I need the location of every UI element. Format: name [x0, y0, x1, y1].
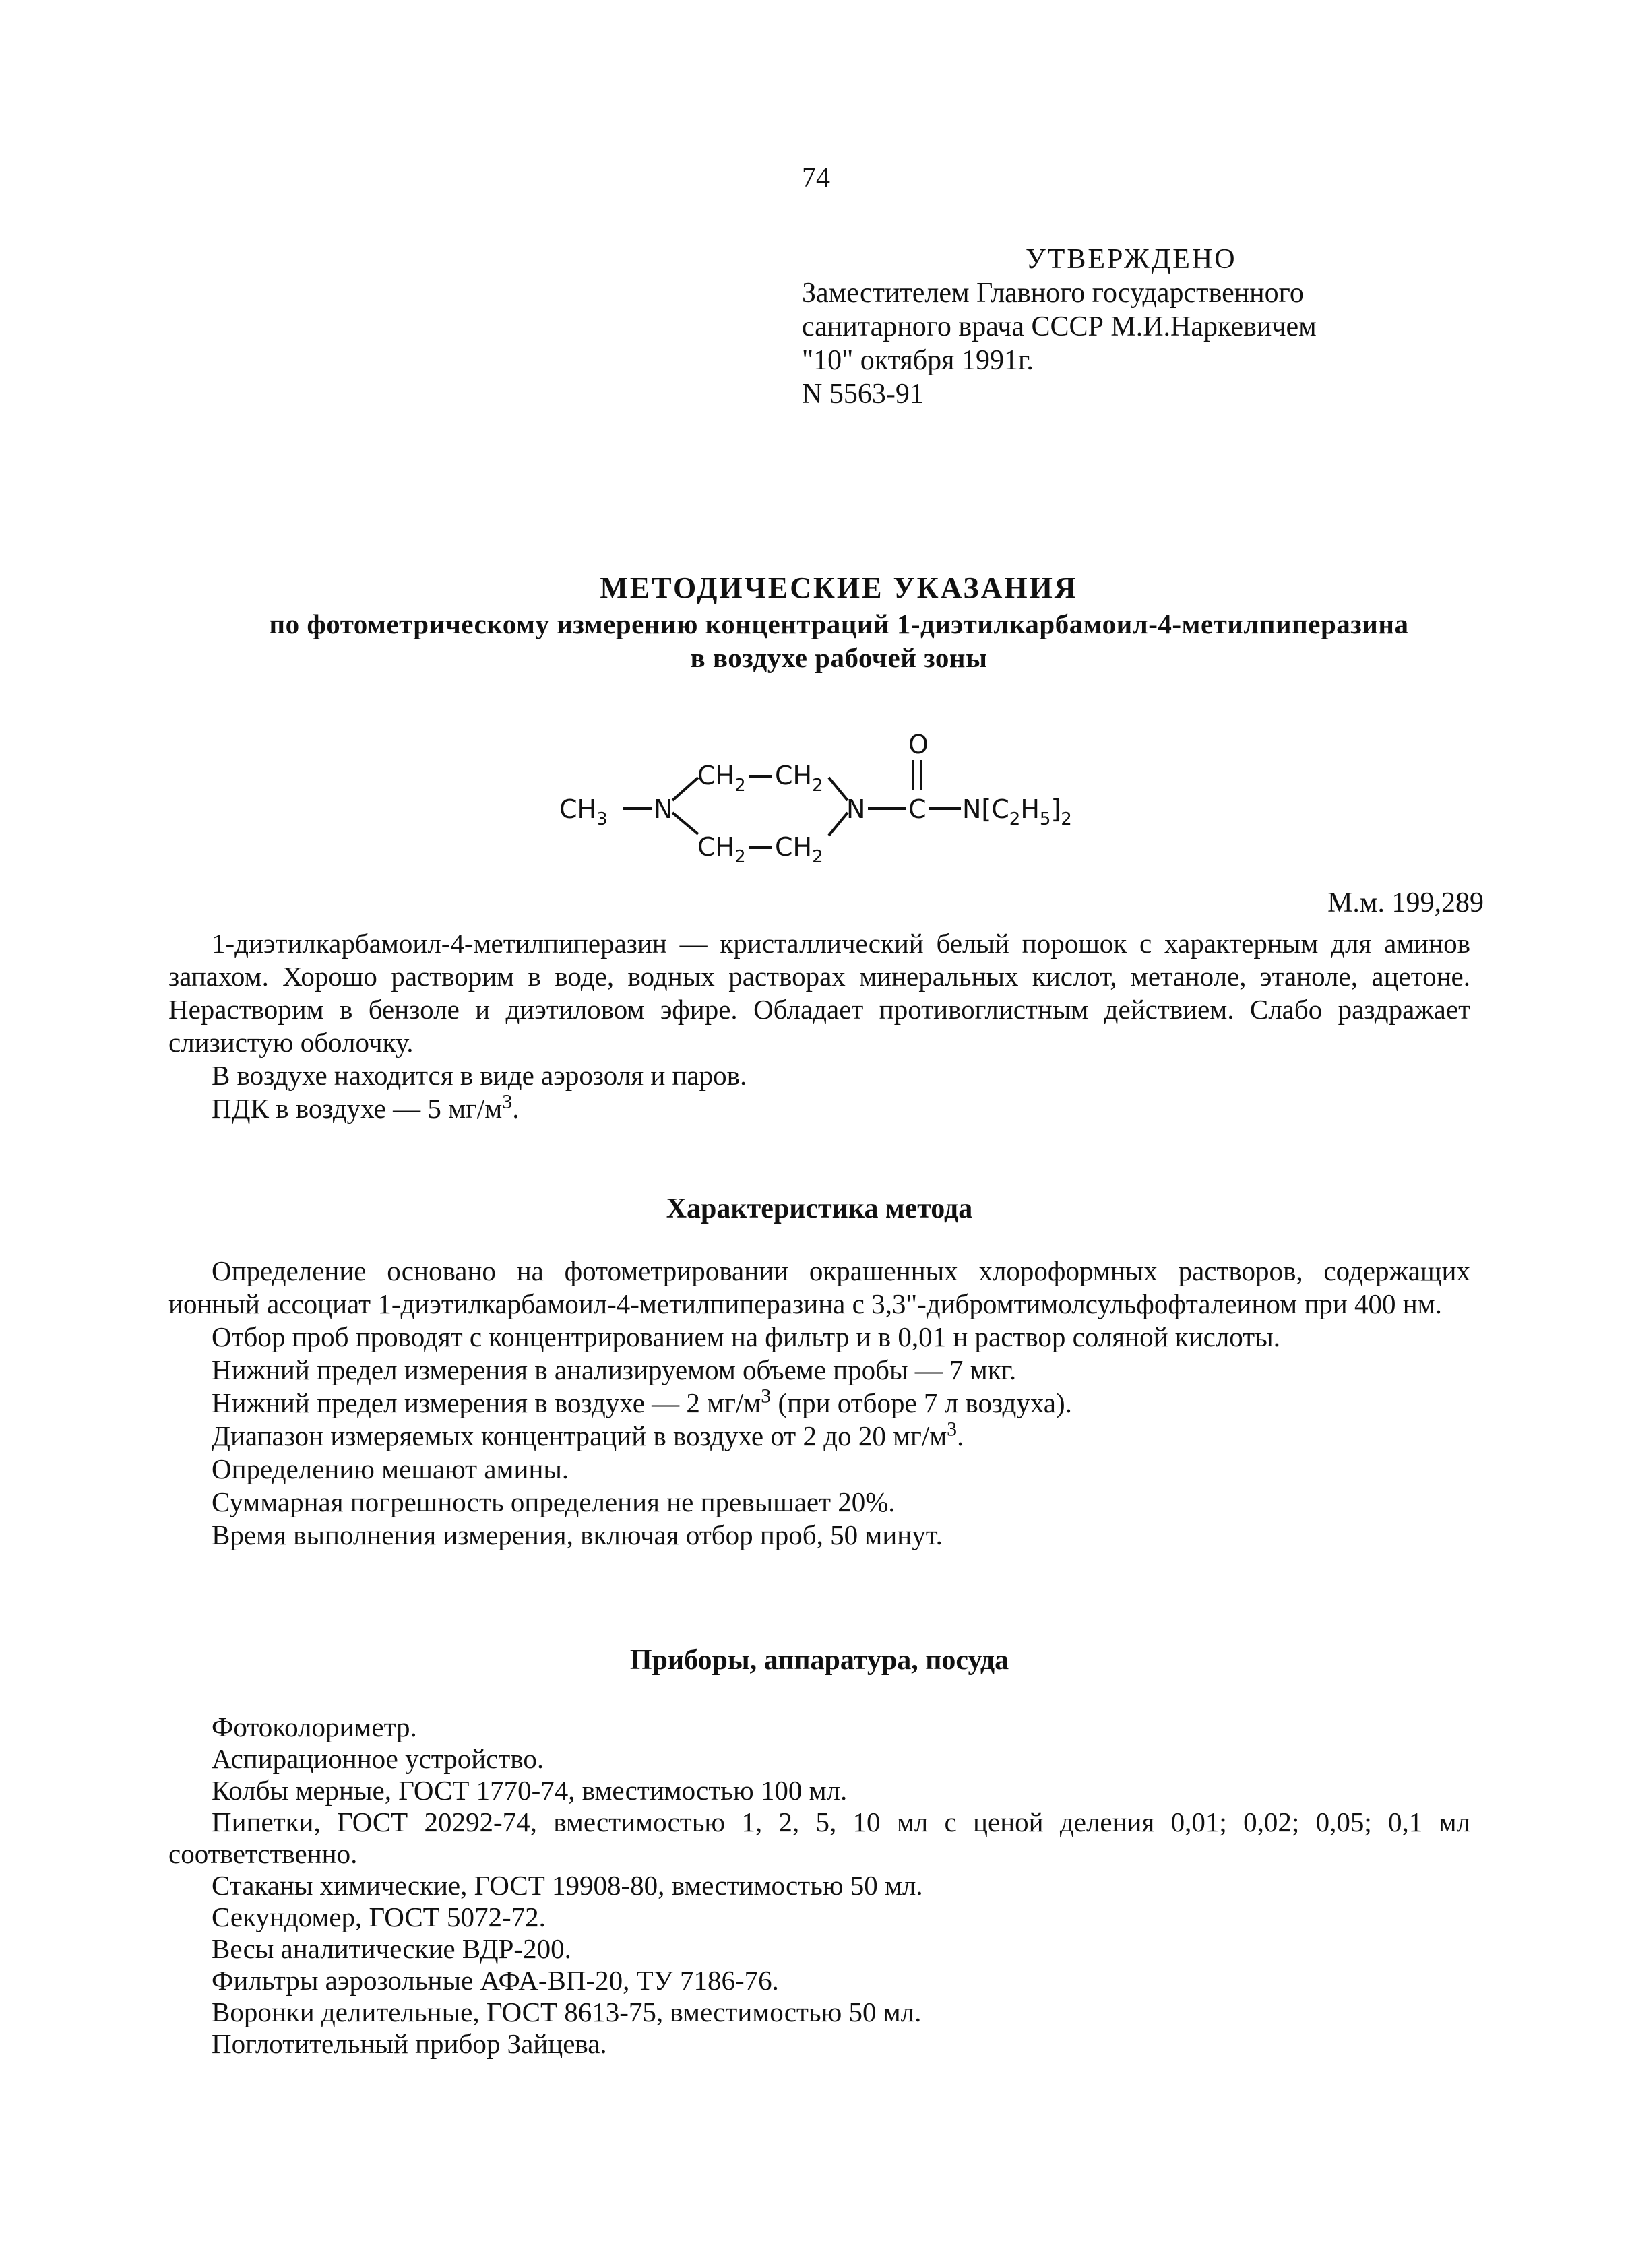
- title-subtitle: по фотометрическому измерению концентраций 1-диэтилкарбамоил-4-метилпиперазина: [269, 608, 1409, 639]
- approval-line: Заместителем Главного государственного: [802, 278, 1304, 309]
- formula-n2-text: N: [846, 794, 866, 824]
- formula-oxygen-text: O: [908, 733, 929, 759]
- title-main: МЕТОДИЧЕСКИЕ УКАЗАНИЯ: [600, 571, 1078, 604]
- method-paragraph: Время выполнения измерения, включая отбор проб, 50 минут.: [212, 1519, 943, 1550]
- list-item: Воронки делительные, ГОСТ 8613-75, вместимостью 50 мл.: [212, 1996, 922, 2027]
- equipment-list: [168, 1711, 1470, 2060]
- method-paragraph: Определение основано на фотометрировании окрашенных хлороформных растворов, содержащих ионный ассоциат 1-диэтилкарбамоил-4-метилпиперазина с 3,3"-дибромтимолсульфофталеином при 400 нм.: [168, 1255, 1470, 1319]
- title-subtitle: в воздухе рабочей зоны: [690, 642, 988, 673]
- list-item: Пипетки, ГОСТ 20292-74, вместимостью 1, 2, 5, 10 мл с ценой деления 0,01; 0,02; 0,05; 0,1 мл соответственно.: [168, 1806, 1470, 1869]
- section-heading: Приборы, аппаратура, посуда: [629, 1645, 1009, 1676]
- formula-ndiethyl-text: $N[C_2H_5]_2$: [962, 794, 1072, 829]
- approval-title: УТВЕРЖДЕНО: [1026, 244, 1237, 275]
- method-block: [168, 1255, 1470, 1552]
- approval-block: [802, 243, 1317, 411]
- list-item: Фотоколориметр.: [212, 1711, 417, 1742]
- bond-line: [829, 813, 848, 836]
- molar-mass: М.м. 199,289: [1327, 887, 1484, 918]
- method-paragraph: Диапазон измеряемых концентраций в воздухе от 2 до 20 $мг/м^3$.: [212, 1418, 964, 1451]
- approval-date: "10" октября 1991г.: [802, 345, 1034, 376]
- formula-bot-ch2a-text: $CH_2$: [697, 832, 746, 867]
- formula-bot-ch2b-text: $CH_2$: [775, 832, 823, 867]
- list-item: Весы аналитические ВДР-200.: [212, 1933, 571, 1964]
- method-paragraph: Определению мешают амины.: [212, 1453, 569, 1484]
- formula-top-ch2b-text: $CH_2$: [775, 761, 823, 796]
- page-number: 74: [802, 162, 830, 193]
- list-item: Аспирационное устройство.: [212, 1743, 544, 1774]
- description-block: [168, 927, 1470, 1125]
- method-paragraph: Нижний предел измерения в воздухе — 2 $мг/м^3$ (при отборе 7 л воздуха).: [212, 1385, 1072, 1418]
- list-item: Стаканы химические, ГОСТ 19908-80, вместимостью 50 мл.: [212, 1870, 923, 1901]
- method-paragraph: Суммарная погрешность определения не превышает 20%.: [212, 1486, 896, 1517]
- list-item: Колбы мерные, ГОСТ 1770-74, вместимостью 100 мл.: [212, 1775, 848, 1806]
- mac-paragraph: ПДК в воздухе — 5 $мг/м^3$.: [212, 1090, 520, 1124]
- list-item: Секундомер, ГОСТ 5072-72.: [212, 1901, 546, 1932]
- document-title: [202, 569, 1476, 674]
- list-item: Фильтры аэрозольные АФА-ВП-20, ТУ 7186-76.: [212, 1965, 779, 1996]
- method-paragraph: Нижний предел измерения в анализируемом объеме пробы — 7 мкг.: [212, 1354, 1017, 1385]
- formula-carbon-text: C: [908, 794, 927, 824]
- approval-number: N 5563-91: [802, 379, 924, 410]
- description-paragraph: В воздухе находится в виде аэрозоля и паров.: [212, 1060, 747, 1091]
- section-heading: Характеристика метода: [666, 1193, 973, 1224]
- structural-formula: [559, 733, 1098, 881]
- list-item: Поглотительный прибор Зайцева.: [212, 2028, 607, 2059]
- formula-top-ch2a-text: $CH_2$: [697, 761, 746, 796]
- approval-line: санитарного врача СССР М.И.Наркевичем: [802, 311, 1317, 342]
- formula-ch3-text: $CH_3$: [559, 794, 608, 829]
- description-paragraph: 1-диэтилкарбамоил-4-метилпиперазин — кристаллический белый порошок с характерным для аминов запахом. Хорошо растворим в воде, водных растворах минеральных кислот, метаноле, этаноле, ацетоне. Нерастворим в бензоле и диэтиловом эфире. Обладает противоглистным действием. Слабо раздражает слизистую оболочку.: [168, 928, 1470, 1058]
- bond-line: [672, 813, 698, 834]
- bond-line: [672, 778, 698, 800]
- bond-line: [829, 778, 848, 800]
- formula-n1-text: N: [654, 794, 673, 824]
- method-paragraph: Отбор проб проводят с концентрированием на фильтр и в 0,01 н раствор соляной кислоты.: [212, 1321, 1280, 1352]
